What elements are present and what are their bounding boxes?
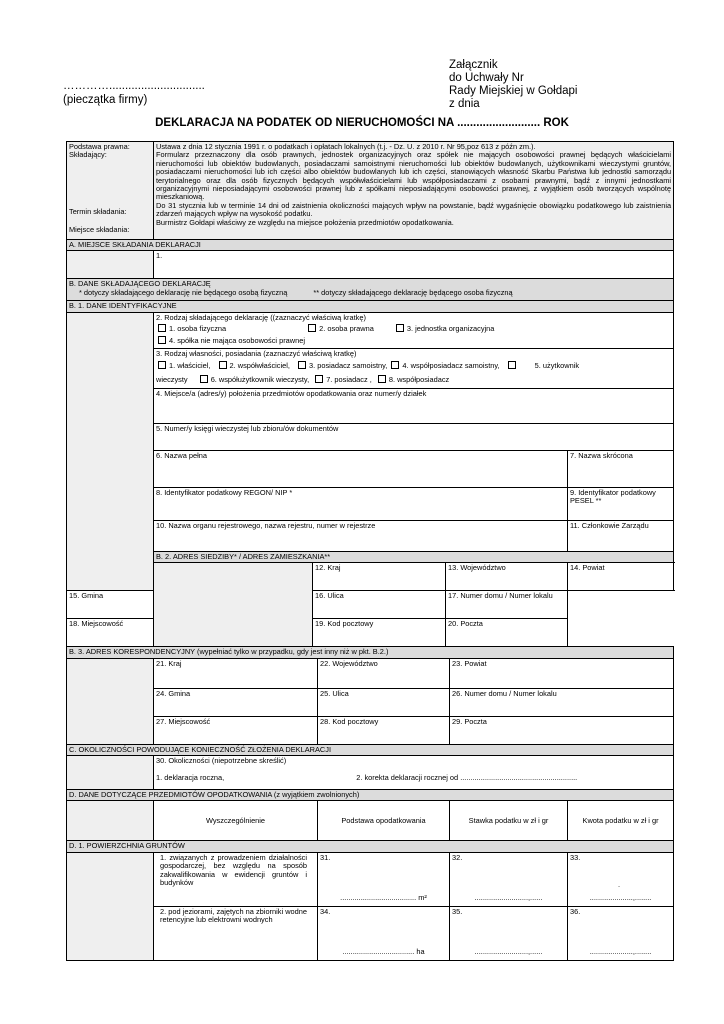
- section-b-notes: [69, 289, 671, 297]
- field-8[interactable]: 8. Identyfikator podatkowy REGON/ NIP *: [154, 487, 568, 520]
- filers-text: Formularz przeznaczony dla osób prawnych, jednostek organizacyjnych oraz spółek nie mających osobowości prawnej będących właścicielami nieruchomości lub obiektów budowlanych, posiadaczami samoistnymi nieruchomości lub obiektów budowlanych, użytkownikami wieczystymi gruntów, posiadaczami nieruchomości lub ich części albo obiektów budowlanych lub ich części, stanowiących własność Skarbu Państwa lub jednostki samorządu terytorialnego oraz dla osób fizycznych będących współwłaścicielami lub współposiadaczami z osobami prawnymi, bądź z innymi jednostkami organizacyjnymi nieposiadającymi osobowości prawnej lub z spółkami nieposiadającymi osobowości prawnej, z wyjątkiem osób tworzących wspólnotę mieszkaniową.: [156, 150, 672, 202]
- field-13[interactable]: 13. Województwo: [446, 563, 568, 591]
- field-26[interactable]: 26. Numer domu / Numer lokalu: [450, 688, 674, 716]
- spacer-cell: [67, 756, 154, 790]
- note-legal-entity: * dotyczy składającego deklarację nie będącego osobą fizyczną: [79, 287, 288, 297]
- checkbox-independent-holder[interactable]: [298, 361, 306, 369]
- field-31-base: ..................................... m²: [340, 893, 427, 903]
- field-12[interactable]: 12. Kraj: [313, 563, 446, 591]
- field-33-dot: .: [618, 879, 621, 889]
- field-25[interactable]: 25. Ulica: [318, 688, 450, 716]
- field-32[interactable]: [450, 852, 568, 906]
- col-header-amount: Kwota podatku w zł i gr: [568, 801, 674, 841]
- deadline-text: Do 31 stycznia lub w terminie 14 dni od zaistnienia okoliczności mających wpływ na powstanie, bądź wygaśnięcie obowiązku podatkowego lub zaistnienia zdarzeń mających wpływ na wysokość podatku.: [156, 200, 672, 219]
- field-27[interactable]: 27. Miejscowość: [154, 716, 318, 744]
- field-14[interactable]: 14. Powiat: [568, 563, 674, 591]
- field-29[interactable]: 29. Poczta: [450, 716, 674, 744]
- declaration-form: [66, 141, 674, 961]
- field-34-num: 34.: [320, 906, 331, 916]
- field-5[interactable]: 5. Numer/y księgi wieczystej lub zbioru/ów dokumentów: [154, 423, 674, 450]
- section-c-title: C. OKOLICZNOŚCI POWODUJĄCE KONIECZNOŚĆ ZŁOŻENIA DEKLARACJI: [67, 744, 674, 755]
- section-b1-title: B. 1. DANE IDENTYFIKACYJNE: [67, 301, 674, 312]
- field-31[interactable]: [318, 852, 450, 906]
- field-19[interactable]: 19. Kod pocztowy: [313, 619, 446, 647]
- field-4[interactable]: 4. Miejsce/a (adres/y) położenia przedmiotów opodatkowania oraz numer/y działek: [154, 388, 674, 423]
- field-32-rate: ..........................,......: [474, 893, 543, 903]
- deadline-label: Termin składania:: [69, 207, 127, 216]
- spacer-cell: [67, 251, 154, 279]
- field-18[interactable]: 18. Miejscowość: [67, 619, 313, 647]
- attachment-line: Załącznik: [449, 59, 498, 71]
- field-36-num: 36.: [570, 906, 581, 916]
- attachment-line: Rady Miejskiej w Gołdapi: [449, 85, 578, 97]
- section-b-header: [67, 279, 674, 301]
- field-3[interactable]: [154, 348, 674, 388]
- section-b3-title: B. 3. ADRES KORESPONDENCYJNY (wypełniać tylko w przypadku, gdy jest inny niż w pkt. B.2.): [67, 647, 674, 658]
- checkbox-co-user[interactable]: [200, 375, 208, 383]
- option-label: 3. posiadacz samoistny,: [309, 361, 388, 371]
- spacer-cell: [67, 852, 154, 960]
- option-label: wieczysty: [156, 374, 188, 384]
- section-b2-title: B. 2. ADRES SIEDZIBY* / ADRES ZAMIESZKANIA**: [154, 551, 674, 562]
- section-d1-title: D. 1. POWIERZCHNIA GRUNTÓW: [67, 841, 674, 852]
- checkbox-org-unit[interactable]: [396, 324, 404, 332]
- stamp-dots: …………..............................: [63, 80, 205, 92]
- field-10[interactable]: 10. Nazwa organu rejestrowego, nazwa rejestru, numer w rejestrze: [154, 520, 568, 551]
- field-2-label: 2. Rodzaj składającego deklarację ((zaznaczyć właściwą kratkę): [156, 312, 366, 322]
- checkbox-co-holder[interactable]: [378, 375, 386, 383]
- attachment-block: [449, 59, 577, 111]
- field-33-amount: .....................,........: [589, 893, 652, 903]
- d1-row2-description: 2. pod jeziorami, zajętych na zbiorniki wodne retencyjne lub elektrowni wodnych: [154, 906, 318, 960]
- section-b-title: B. DANE SKŁADAJĄCEGO DEKLARACJĘ: [69, 279, 211, 289]
- field-6[interactable]: 6. Nazwa pełna: [154, 450, 568, 487]
- field-30[interactable]: [154, 756, 674, 790]
- checkbox-holder[interactable]: [315, 375, 323, 383]
- field-35-rate: ..........................,......: [474, 947, 543, 957]
- spacer-cell: [67, 658, 154, 744]
- checkbox-co-independent-holder[interactable]: [391, 361, 399, 369]
- option-label: 4. współposiadacz samoistny,: [402, 361, 500, 371]
- checkbox-user[interactable]: [508, 361, 516, 369]
- field-15[interactable]: 15. Gmina: [67, 591, 313, 619]
- field-33[interactable]: [568, 852, 674, 906]
- option-label: 2. osoba prawna: [319, 324, 374, 334]
- option-label: 1. osoba fizyczna: [169, 324, 227, 334]
- field-1[interactable]: 1.: [154, 251, 674, 279]
- field-2[interactable]: [154, 312, 674, 348]
- field-34[interactable]: [318, 906, 450, 960]
- field-28[interactable]: 28. Kod pocztowy: [318, 716, 450, 744]
- option-label: 4. spółka nie mająca osobowości prawnej: [169, 335, 305, 345]
- col-header-rate: Stawka podatku w zł i gr: [450, 801, 568, 841]
- correction-option[interactable]: 2. korekta deklaracji rocznej od .........................................................: [356, 773, 578, 783]
- section-a-title: A. MIEJSCE SKŁADANIA DEKLARACJI: [67, 240, 674, 251]
- intro-labels: [67, 142, 154, 240]
- annual-declaration-option[interactable]: 1. deklaracja roczna,: [156, 773, 225, 783]
- spacer-cell: [67, 312, 154, 590]
- checkbox-legal-person[interactable]: [308, 324, 316, 332]
- field-17[interactable]: 17. Numer domu / Numer lokalu: [446, 591, 568, 619]
- page-title: DEKLARACJA NA PODATEK OD NIERUCHOMOŚCI NA .......................... ROK: [155, 117, 569, 129]
- field-32-num: 32.: [452, 852, 463, 862]
- col-header-base: Podstawa opodatkowania: [318, 801, 450, 841]
- filers-label: Składający:: [69, 150, 107, 160]
- checkbox-co-owner[interactable]: [219, 361, 227, 369]
- field-11[interactable]: 11. Członkowie Zarządu: [568, 520, 674, 551]
- checkbox-partnership[interactable]: [158, 336, 166, 344]
- field-35[interactable]: [450, 906, 568, 960]
- place-text: Burmistrz Gołdapi właściwy ze względu na miejsce położenia przedmiotów opodatkowania.: [156, 217, 454, 227]
- field-36-amount: .....................,........: [589, 947, 652, 957]
- checkbox-owner[interactable]: [158, 361, 166, 369]
- note-natural-person: ** dotyczy składającego deklarację będącego osoba fizyczną: [313, 287, 513, 297]
- field-9[interactable]: 9. Identyfikator podatkowy PESEL **: [568, 487, 674, 520]
- option-label: 5. użytkownik: [534, 361, 580, 371]
- d1-row1-description: 1. związanych z prowadzeniem działalności gospodarczej, bez względu na sposób zakwalifikowania w ewidencji gruntów i budynków: [154, 852, 318, 906]
- intro-texts: [154, 142, 674, 240]
- field-33-num: 33.: [570, 852, 581, 862]
- stamp-label: (pieczątka firmy): [63, 94, 148, 106]
- field-7[interactable]: 7. Nazwa skrócona: [568, 450, 674, 487]
- section-d-title: D. DANE DOTYCZĄCE PRZEDMIOTÓW OPODATKOWANIA (z wyjątkiem zwolnionych): [67, 790, 674, 801]
- option-label: 1. właściciel,: [169, 361, 211, 371]
- field-35-num: 35.: [452, 906, 463, 916]
- attachment-line: z dnia: [449, 98, 480, 110]
- field-23[interactable]: 23. Powiat: [450, 658, 674, 688]
- option-label: 3. jednostka organizacyjna: [406, 324, 495, 334]
- field-24[interactable]: 24. Gmina: [154, 688, 318, 716]
- field-22[interactable]: 22. Województwo: [318, 658, 450, 688]
- place-label: Miejsce składania:: [69, 225, 130, 234]
- field-31-num: 31.: [320, 852, 331, 862]
- attachment-line: do Uchwały Nr: [449, 72, 524, 84]
- option-label: 2. współwłaściciel,: [229, 361, 290, 371]
- field-20[interactable]: 20. Poczta: [446, 619, 568, 647]
- col-header-description: Wyszczególnienie: [154, 801, 318, 841]
- option-label: 7. posiadacz ,: [326, 374, 372, 384]
- option-label: 6. współużytkownik wieczysty,: [210, 374, 310, 384]
- field-3-label: 3. Rodzaj własności, posiadania (zaznaczyć właściwą kratkę): [156, 348, 357, 358]
- spacer-cell: [67, 801, 154, 841]
- field-21[interactable]: 21. Kraj: [154, 658, 318, 688]
- checkbox-individual[interactable]: [158, 324, 166, 332]
- field-36[interactable]: [568, 906, 674, 960]
- legal-basis-text: Ustawa z dnia 12 stycznia 1991 r. o podatkach i opłatach lokalnych (t.j. - Dz. U. z 2010 r. Nr 95,poz 613 z późn zm.).: [156, 142, 536, 151]
- legal-basis-label: Podstawa prawna:: [69, 142, 130, 151]
- field-30-label: 30. Okoliczności (niepotrzebne skreślić): [156, 756, 287, 766]
- field-34-base: ................................... ha: [342, 947, 425, 957]
- option-label: 8. współposiadacz: [388, 374, 450, 384]
- field-16[interactable]: 16. Ulica: [313, 591, 446, 619]
